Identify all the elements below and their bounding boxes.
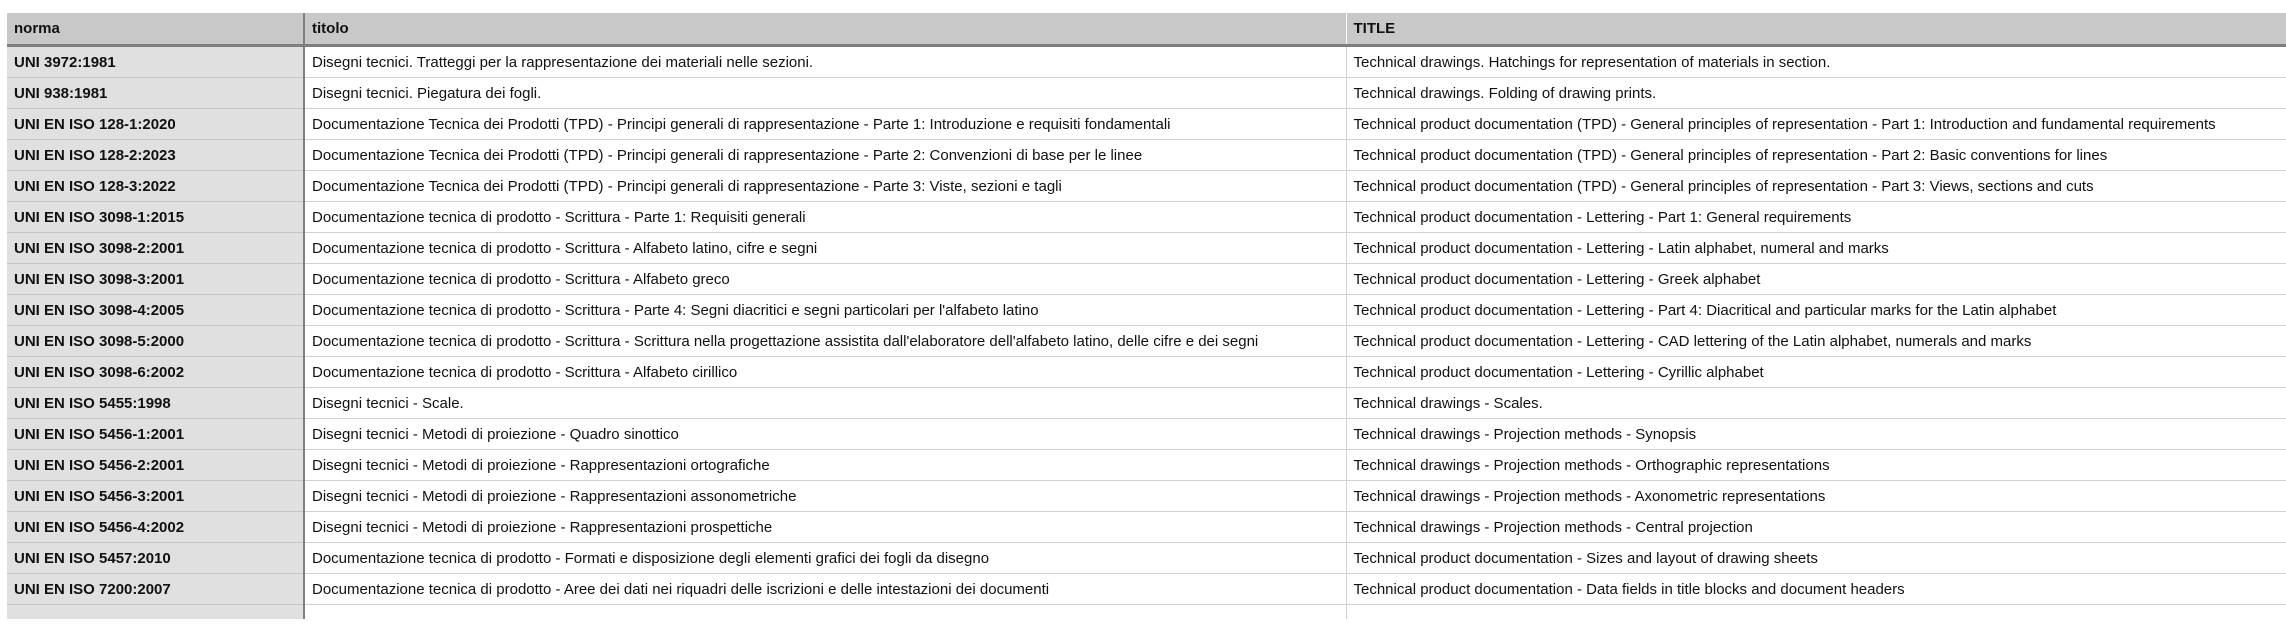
- cell-title[interactable]: Technical drawings - Projection methods - Synopsis: [1346, 419, 2286, 450]
- cell-norma[interactable]: UNI EN ISO 3098-1:2015: [7, 202, 304, 233]
- cell-title[interactable]: Technical drawings - Projection methods - Central projection: [1346, 512, 2286, 543]
- cell-titolo-empty[interactable]: [304, 605, 1346, 620]
- table-row: [7, 46, 2286, 78]
- cell-titolo[interactable]: Disegni tecnici. Tratteggi per la rappresentazione dei materiali nelle sezioni.: [304, 46, 1346, 78]
- cell-norma[interactable]: UNI EN ISO 5456-1:2001: [7, 419, 304, 450]
- cell-title[interactable]: Technical product documentation - Sizes and layout of drawing sheets: [1346, 543, 2286, 574]
- table-row: [7, 419, 2286, 450]
- table-row: [7, 202, 2286, 233]
- standards-table: [7, 13, 2286, 619]
- cell-norma[interactable]: UNI EN ISO 3098-2:2001: [7, 233, 304, 264]
- table-row: [7, 450, 2286, 481]
- cell-title[interactable]: Technical drawings. Hatchings for representation of materials in section.: [1346, 46, 2286, 78]
- cell-title[interactable]: Technical product documentation - Lettering - Latin alphabet, numeral and marks: [1346, 233, 2286, 264]
- cell-title[interactable]: Technical product documentation - Lettering - Part 4: Diacritical and particular marks for the Latin alphabet: [1346, 295, 2286, 326]
- table-body: [7, 46, 2286, 620]
- cell-titolo[interactable]: Documentazione Tecnica dei Prodotti (TPD) - Principi generali di rappresentazione - Parte 1: Introduzione e requisiti fondamentali: [304, 109, 1346, 140]
- table-row: [7, 326, 2286, 357]
- table-row: [7, 171, 2286, 202]
- table-row: [7, 295, 2286, 326]
- table-row: [7, 233, 2286, 264]
- cell-title[interactable]: Technical drawings - Projection methods - Orthographic representations: [1346, 450, 2286, 481]
- cell-titolo[interactable]: Disegni tecnici. Piegatura dei fogli.: [304, 78, 1346, 109]
- cell-title-empty[interactable]: [1346, 605, 2286, 620]
- cell-title[interactable]: Technical product documentation - Lettering - CAD lettering of the Latin alphabet, numerals and marks: [1346, 326, 2286, 357]
- cell-title[interactable]: Technical drawings. Folding of drawing prints.: [1346, 78, 2286, 109]
- table-row: [7, 264, 2286, 295]
- column-header-titolo[interactable]: titolo: [304, 13, 1346, 46]
- cell-titolo[interactable]: Disegni tecnici - Metodi di proiezione - Rappresentazioni ortografiche: [304, 450, 1346, 481]
- cell-titolo[interactable]: Disegni tecnici - Metodi di proiezione - Quadro sinottico: [304, 419, 1346, 450]
- cell-titolo[interactable]: Documentazione tecnica di prodotto - Scrittura - Alfabeto greco: [304, 264, 1346, 295]
- cell-title[interactable]: Technical drawings - Projection methods - Axonometric representations: [1346, 481, 2286, 512]
- cell-norma[interactable]: UNI EN ISO 5456-3:2001: [7, 481, 304, 512]
- cell-norma[interactable]: UNI EN ISO 3098-4:2005: [7, 295, 304, 326]
- header-row: [7, 13, 2286, 46]
- column-header-title[interactable]: TITLE: [1346, 13, 2286, 46]
- cell-titolo[interactable]: Documentazione tecnica di prodotto - Scrittura - Alfabeto cirillico: [304, 357, 1346, 388]
- cell-title[interactable]: Technical product documentation (TPD) - General principles of representation - Part 1: Introduction and fundamental requirements: [1346, 109, 2286, 140]
- column-header-norma[interactable]: norma: [7, 13, 304, 46]
- table-row: [7, 543, 2286, 574]
- cell-norma[interactable]: UNI EN ISO 3098-3:2001: [7, 264, 304, 295]
- table-row-partial: [7, 605, 2286, 620]
- cell-title[interactable]: Technical product documentation - Lettering - Greek alphabet: [1346, 264, 2286, 295]
- table-row: [7, 481, 2286, 512]
- table-row: [7, 512, 2286, 543]
- cell-norma[interactable]: UNI EN ISO 5457:2010: [7, 543, 304, 574]
- cell-title[interactable]: Technical drawings - Scales.: [1346, 388, 2286, 419]
- cell-norma[interactable]: UNI EN ISO 128-2:2023: [7, 140, 304, 171]
- cell-titolo[interactable]: Documentazione tecnica di prodotto - Scrittura - Parte 4: Segni diacritici e segni particolari per l'alfabeto latino: [304, 295, 1346, 326]
- cell-norma[interactable]: UNI EN ISO 128-1:2020: [7, 109, 304, 140]
- cell-title[interactable]: Technical product documentation - Lettering - Cyrillic alphabet: [1346, 357, 2286, 388]
- cell-norma[interactable]: UNI EN ISO 3098-6:2002: [7, 357, 304, 388]
- cell-titolo[interactable]: Disegni tecnici - Scale.: [304, 388, 1346, 419]
- cell-norma[interactable]: UNI EN ISO 3098-5:2000: [7, 326, 304, 357]
- table-row: [7, 357, 2286, 388]
- cell-titolo[interactable]: Documentazione tecnica di prodotto - Scrittura - Scrittura nella progettazione assistita dall'elaboratore dell'alfabeto latino, delle cifre e dei segni: [304, 326, 1346, 357]
- cell-titolo[interactable]: Documentazione tecnica di prodotto - Scrittura - Alfabeto latino, cifre e segni: [304, 233, 1346, 264]
- cell-title[interactable]: Technical product documentation - Data fields in title blocks and document headers: [1346, 574, 2286, 605]
- cell-norma[interactable]: UNI EN ISO 5456-2:2001: [7, 450, 304, 481]
- cell-norma[interactable]: UNI EN ISO 128-3:2022: [7, 171, 304, 202]
- cell-titolo[interactable]: Disegni tecnici - Metodi di proiezione - Rappresentazioni assonometriche: [304, 481, 1346, 512]
- table-row: [7, 140, 2286, 171]
- cell-titolo[interactable]: Documentazione tecnica di prodotto - Formati e disposizione degli elementi grafici dei fogli da disegno: [304, 543, 1346, 574]
- cell-title[interactable]: Technical product documentation (TPD) - General principles of representation - Part 2: Basic conventions for lines: [1346, 140, 2286, 171]
- cell-norma[interactable]: UNI EN ISO 7200:2007: [7, 574, 304, 605]
- cell-titolo[interactable]: Disegni tecnici - Metodi di proiezione - Rappresentazioni prospettiche: [304, 512, 1346, 543]
- cell-norma-empty[interactable]: [7, 605, 304, 620]
- cell-titolo[interactable]: Documentazione tecnica di prodotto - Scrittura - Parte 1: Requisiti generali: [304, 202, 1346, 233]
- cell-norma[interactable]: UNI EN ISO 5455:1998: [7, 388, 304, 419]
- cell-norma[interactable]: UNI 938:1981: [7, 78, 304, 109]
- cell-title[interactable]: Technical product documentation (TPD) - General principles of representation - Part 3: Views, sections and cuts: [1346, 171, 2286, 202]
- table-row: [7, 388, 2286, 419]
- table-row: [7, 574, 2286, 605]
- cell-titolo[interactable]: Documentazione tecnica di prodotto - Aree dei dati nei riquadri delle iscrizioni e delle intestazioni dei documenti: [304, 574, 1346, 605]
- cell-norma[interactable]: UNI 3972:1981: [7, 46, 304, 78]
- cell-titolo[interactable]: Documentazione Tecnica dei Prodotti (TPD) - Principi generali di rappresentazione - Parte 2: Convenzioni di base per le linee: [304, 140, 1346, 171]
- cell-titolo[interactable]: Documentazione Tecnica dei Prodotti (TPD) - Principi generali di rappresentazione - Parte 3: Viste, sezioni e tagli: [304, 171, 1346, 202]
- table-row: [7, 78, 2286, 109]
- cell-title[interactable]: Technical product documentation - Lettering - Part 1: General requirements: [1346, 202, 2286, 233]
- table-row: [7, 109, 2286, 140]
- cell-norma[interactable]: UNI EN ISO 5456-4:2002: [7, 512, 304, 543]
- top-margin: [0, 0, 2286, 13]
